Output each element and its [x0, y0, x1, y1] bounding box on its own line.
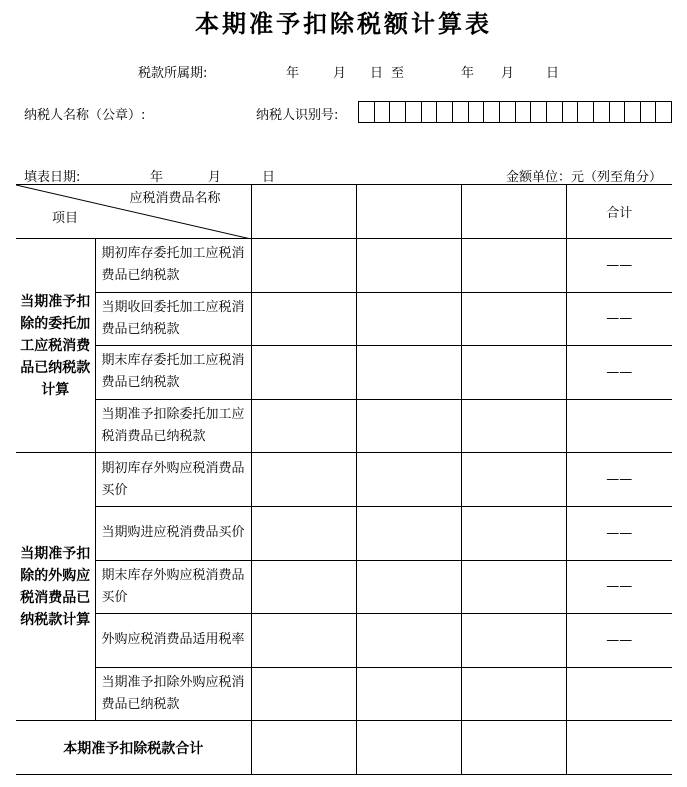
total-cell: —— — [566, 239, 672, 293]
input-cell[interactable] — [251, 239, 356, 293]
input-cell[interactable] — [251, 292, 356, 346]
input-cell[interactable] — [461, 399, 566, 453]
period-day-end: 日 — [546, 66, 560, 81]
section1-label: 当期准予扣除的委托加工应税消费品已纳税款计算 — [16, 239, 95, 453]
table-row — [16, 399, 672, 453]
item-label: 期末库存委托加工应税消费品已纳税款 — [95, 346, 251, 400]
table-row — [16, 292, 672, 346]
total-cell[interactable] — [566, 667, 672, 721]
fill-date-year: 年 — [150, 170, 164, 185]
input-cell[interactable] — [461, 239, 566, 293]
total-cell: —— — [566, 560, 672, 614]
input-cell[interactable] — [356, 292, 461, 346]
period-month-start: 月 — [333, 66, 347, 81]
taxpayer-id-boxes[interactable] — [358, 101, 672, 123]
input-cell[interactable] — [356, 721, 461, 775]
input-cell[interactable] — [251, 399, 356, 453]
fill-date-month: 月 — [208, 170, 222, 185]
total-cell: —— — [566, 346, 672, 400]
diagonal-header-cell — [16, 185, 251, 239]
period-year-end: 年 — [461, 66, 475, 81]
item-label: 外购应税消费品适用税率 — [95, 614, 251, 668]
amount-unit: 金额单位：元（列至角分） — [506, 170, 663, 185]
period-day-start: 日 — [370, 66, 384, 81]
deduction-table — [16, 184, 672, 775]
input-cell[interactable] — [461, 506, 566, 560]
grand-total-row — [16, 721, 672, 775]
table-row — [16, 506, 672, 560]
input-cell[interactable] — [251, 346, 356, 400]
section2-label: 当期准予扣除的外购应税消费品已纳税款计算 — [16, 453, 95, 721]
item-label: 期末库存外购应税消费品买价 — [95, 560, 251, 614]
input-cell[interactable] — [461, 292, 566, 346]
item-label: 当期收回委托加工应税消费品已纳税款 — [95, 292, 251, 346]
period-month-end: 月 — [501, 66, 515, 81]
item-label: 当期准予扣除委托加工应税消费品已纳税款 — [95, 399, 251, 453]
input-cell[interactable] — [251, 560, 356, 614]
input-cell[interactable] — [356, 399, 461, 453]
product-col-3-header[interactable] — [461, 185, 566, 239]
period-label: 税款所属期: — [138, 66, 208, 81]
input-cell[interactable] — [356, 506, 461, 560]
total-cell: —— — [566, 614, 672, 668]
product-col-1-header[interactable] — [251, 185, 356, 239]
input-cell[interactable] — [356, 560, 461, 614]
taxpayer-id-label: 纳税人识别号: — [256, 108, 339, 123]
input-cell[interactable] — [251, 453, 356, 507]
input-cell[interactable] — [356, 239, 461, 293]
input-cell[interactable] — [461, 614, 566, 668]
table-row — [16, 239, 672, 293]
fill-date-day: 日 — [262, 170, 276, 185]
input-cell[interactable] — [461, 453, 566, 507]
input-cell[interactable] — [251, 721, 356, 775]
fill-date-label: 填表日期: — [24, 170, 81, 185]
product-col-2-header[interactable] — [356, 185, 461, 239]
total-cell: —— — [566, 453, 672, 507]
total-cell: —— — [566, 292, 672, 346]
table-row — [16, 560, 672, 614]
item-label: 当期准予扣除外购应税消费品已纳税款 — [95, 667, 251, 721]
input-cell[interactable] — [251, 614, 356, 668]
taxpayer-name-label: 纳税人名称（公章）: — [24, 108, 146, 123]
table-row — [16, 346, 672, 400]
period-year-start: 年 — [286, 66, 300, 81]
table-row — [16, 614, 672, 668]
item-label: 期初库存外购应税消费品买价 — [95, 453, 251, 507]
table-row — [16, 453, 672, 507]
header-product-name: 应税消费品名称 — [129, 191, 221, 206]
form-title: 本期准予扣除税额计算表 — [195, 10, 492, 38]
total-cell[interactable] — [566, 399, 672, 453]
input-cell[interactable] — [356, 614, 461, 668]
header-item: 项目 — [52, 211, 79, 226]
input-cell[interactable] — [461, 667, 566, 721]
item-label: 期初库存委托加工应税消费品已纳税款 — [95, 239, 251, 293]
period-to: 至 — [391, 66, 405, 81]
grand-total-cell[interactable] — [566, 721, 672, 775]
header-total: 合计 — [566, 185, 672, 239]
header-row — [16, 185, 672, 239]
table-row — [16, 667, 672, 721]
grand-total-label: 本期准予扣除税款合计 — [16, 721, 251, 775]
input-cell[interactable] — [251, 506, 356, 560]
total-cell: —— — [566, 506, 672, 560]
input-cell[interactable] — [461, 346, 566, 400]
input-cell[interactable] — [461, 560, 566, 614]
input-cell[interactable] — [461, 721, 566, 775]
item-label: 当期购进应税消费品买价 — [95, 506, 251, 560]
input-cell[interactable] — [356, 346, 461, 400]
input-cell[interactable] — [251, 667, 356, 721]
input-cell[interactable] — [356, 667, 461, 721]
input-cell[interactable] — [356, 453, 461, 507]
